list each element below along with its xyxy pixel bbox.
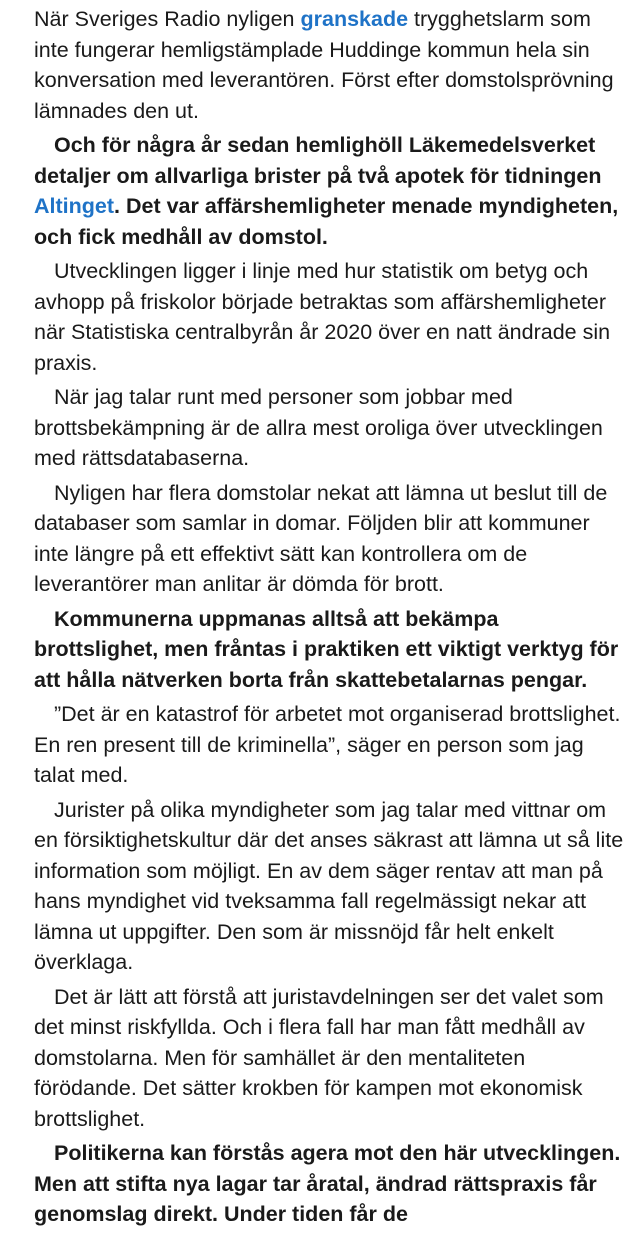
article-paragraph-8: Jurister på olika myndigheter som jag talar med vittnar om en försiktighetskultur där det anses säkrast att lämna ut så lite information som möjligt. En av dem säger rentav att man på hans myndighet vid tveksamma fall regelmässigt nekar att lämna ut uppgifter. Den som är missnöjd får helt enkelt överklaga. [34,797,624,974]
paragraph-text: . Det var affärshemligheter menade myndigheten, och fick medhåll av domstol. [34,194,619,249]
link-altinget[interactable]: Altinget [34,194,115,218]
article-paragraph-6: Kommunerna uppmanas alltså att bekämpa brottslighet, men fråntas i praktiken ett viktigt verktyg för att hålla nätverken borta från skattebetalarnas pengar. [34,606,619,692]
article-body [34,4,624,1234]
paragraph-text: Och för några år sedan hemlighöll Läkemedelsverket detaljer om allvarliga brister på två apotek för tidningen [34,133,602,188]
article-paragraph-9: Det är lätt att förstå att juristavdelningen ser det valet som det minst riskfyllda. Och i flera fall har man fått medhåll av domstolarna. Men för samhället är den mentaliteten förödande. Det sätter krokben för kampen mot ekonomisk brottslighet. [34,984,604,1131]
paragraph-text: trygghetslarm som inte fungerar hemligstämplade Huddinge kommun hela sin konversation med leverantören. Först efter domstolsprövning lämnades den ut. [34,7,614,123]
article-paragraph-1 [34,4,624,126]
article-paragraph-5: Nyligen har flera domstolar nekat att lämna ut beslut till de databaser som samlar in domar. Följden blir att kommuner inte längre på ett effektivt sätt kan kontrollera om de leverantörer man anlitar är dömda för brott. [34,480,608,596]
link-granskade[interactable]: granskade [300,7,409,31]
article-paragraph-2 [34,130,624,252]
paragraph-text: När Sveriges Radio nyligen [34,7,301,31]
article-paragraph-4: När jag talar runt med personer som jobbar med brottsbekämpning är de allra mest oroliga över utvecklingen med rättsdatabaserna. [34,385,603,470]
article-paragraph-10: Politikerna kan förstås agera mot den här utvecklingen. Men att stifta nya lagar tar åratal, ändrad rättspraxis får genomslag direkt. Under tiden får de [34,1141,621,1226]
article-paragraph-7: ”Det är en katastrof för arbetet mot organiserad brottslighet. En ren present till de kriminella”, säger en person som jag talat med. [34,702,621,787]
article-paragraph-3: Utvecklingen ligger i linje med hur statistik om betyg och avhopp på friskolor började betraktas som affärshemligheter när Statistiska centralbyrån år 2020 över en natt ändrade sin praxis. [34,259,611,375]
